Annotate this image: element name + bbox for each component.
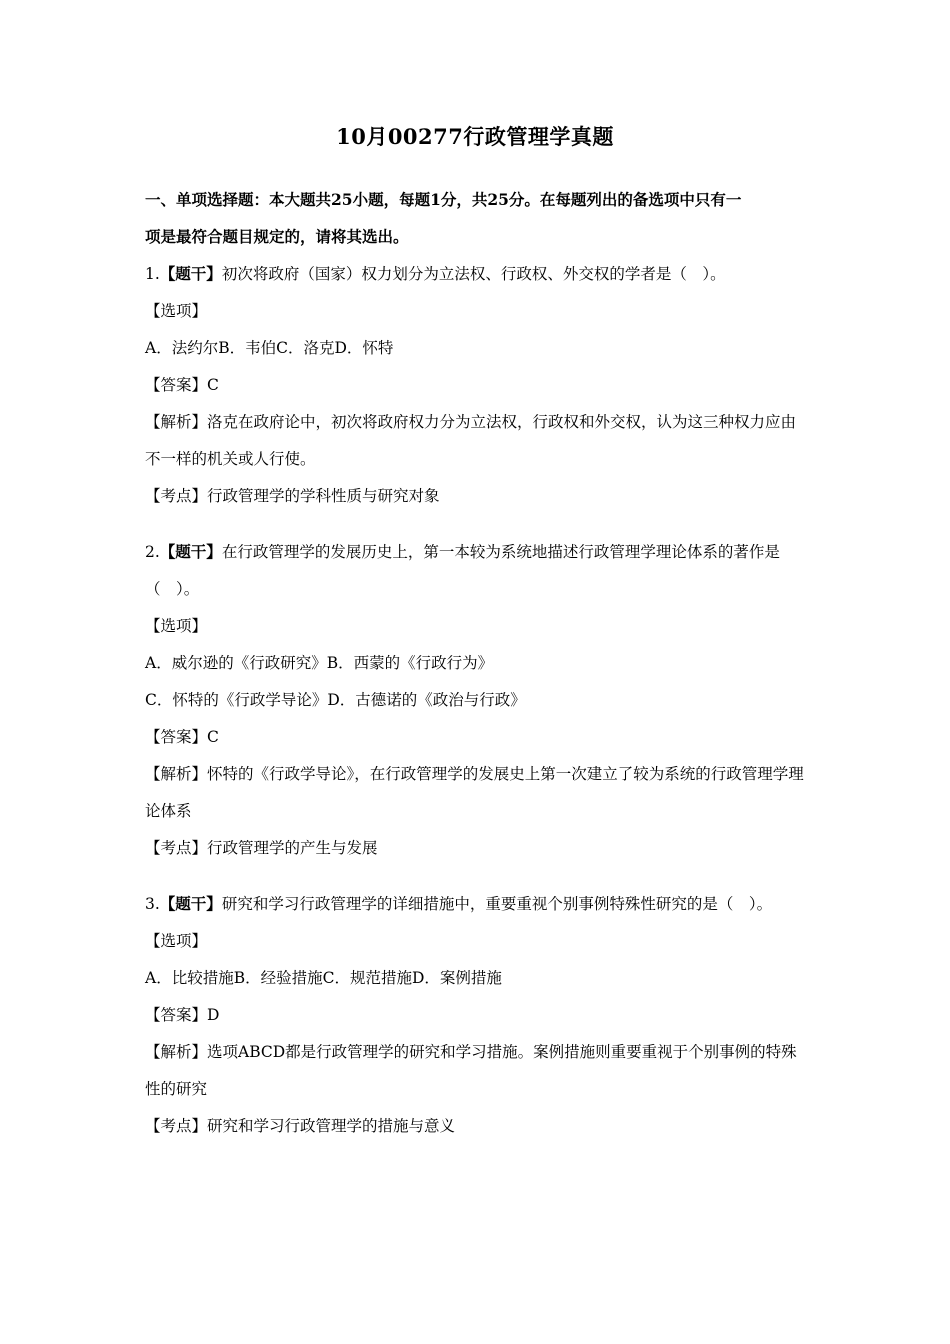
point-text: 研究和学习行政管理学的措施与意义 (207, 1117, 456, 1135)
options-line: A．法约尔B．韦伯C．洛克D．怀特 (145, 339, 394, 357)
analysis-line (145, 756, 810, 830)
stem-label: 【题干】 (159, 542, 222, 561)
stem-text: 在行政管理学的发展历史上，第一本较为系统地描述行政管理学理论体系的著作是（ ）。 (145, 543, 780, 598)
analysis-label: 【解析】 (145, 1043, 208, 1061)
question-stem (145, 885, 810, 923)
options-label: 【选项】 (145, 302, 208, 320)
options-line: A．比较措施B．经验措施C．规范措施D．案例措施 (145, 969, 502, 987)
answer-label: 【答案】 (145, 728, 208, 746)
question-stem (145, 255, 810, 293)
question-number: 3. (145, 895, 160, 913)
point-text: 行政管理学的学科性质与研究对象 (207, 487, 440, 505)
question-3 (145, 885, 810, 1145)
section-heading-line2: 项是最符合题目规定的，请将其选出。 (145, 227, 409, 246)
analysis-text: 怀特的《行政学导论》，在行政管理学的发展史上第一次建立了较为系统的行政管理学理论体系 (145, 765, 804, 820)
stem-text: 研究和学习行政管理学的详细措施中，重要重视个别事例特殊性研究的是（ ）。 (221, 895, 773, 913)
answer-value: C (207, 376, 219, 394)
point-label: 【考点】 (145, 1117, 208, 1135)
options-line: C．怀特的《行政学导论》D．古德诺的《政治与行政》 (145, 691, 526, 709)
question-number: 2. (145, 543, 160, 561)
section-heading-line1: 一、单项选择题：本大题共25小题，每题1分，共25分。在每题列出的备选项中只有一 (145, 190, 742, 209)
answer-line (145, 367, 810, 404)
answer-line (145, 719, 810, 756)
stem-text: 初次将政府（国家）权力划分为立法权、行政权、外交权的学者是（ ）。 (221, 265, 726, 283)
options-label: 【选项】 (145, 617, 208, 635)
point-line (145, 1108, 810, 1145)
options-label: 【选项】 (145, 932, 208, 950)
analysis-label: 【解析】 (145, 765, 208, 783)
answer-line (145, 997, 810, 1034)
analysis-text: 洛克在政府论中，初次将政府权力分为立法权，行政权和外交权，认为这三种权力应由不一样的机关或人行使。 (145, 413, 797, 468)
analysis-line (145, 404, 810, 478)
spacer (145, 867, 810, 885)
point-text: 行政管理学的产生与发展 (207, 839, 378, 857)
stem-label: 【题干】 (159, 894, 222, 913)
question-1 (145, 255, 810, 515)
document-title: 10月00277行政管理学真题 (336, 124, 614, 149)
answer-label: 【答案】 (145, 376, 208, 394)
answer-value: D (207, 1006, 220, 1024)
point-label: 【考点】 (145, 487, 208, 505)
point-label: 【考点】 (145, 839, 208, 857)
options-line: A．威尔逊的《行政研究》B．西蒙的《行政行为》 (145, 654, 494, 672)
question-stem (145, 533, 810, 608)
answer-value: C (207, 728, 219, 746)
point-line (145, 478, 810, 515)
analysis-line (145, 1034, 810, 1108)
question-number: 1. (145, 265, 160, 283)
analysis-label: 【解析】 (145, 413, 208, 431)
point-line (145, 830, 810, 867)
analysis-text: 选项ABCD都是行政管理学的研究和学习措施。案例措施则重要重视于个别事例的特殊性的研究 (145, 1043, 797, 1098)
answer-label: 【答案】 (145, 1006, 208, 1024)
stem-label: 【题干】 (159, 264, 222, 283)
document-content (145, 181, 810, 1145)
spacer (145, 515, 810, 533)
question-2 (145, 533, 810, 867)
